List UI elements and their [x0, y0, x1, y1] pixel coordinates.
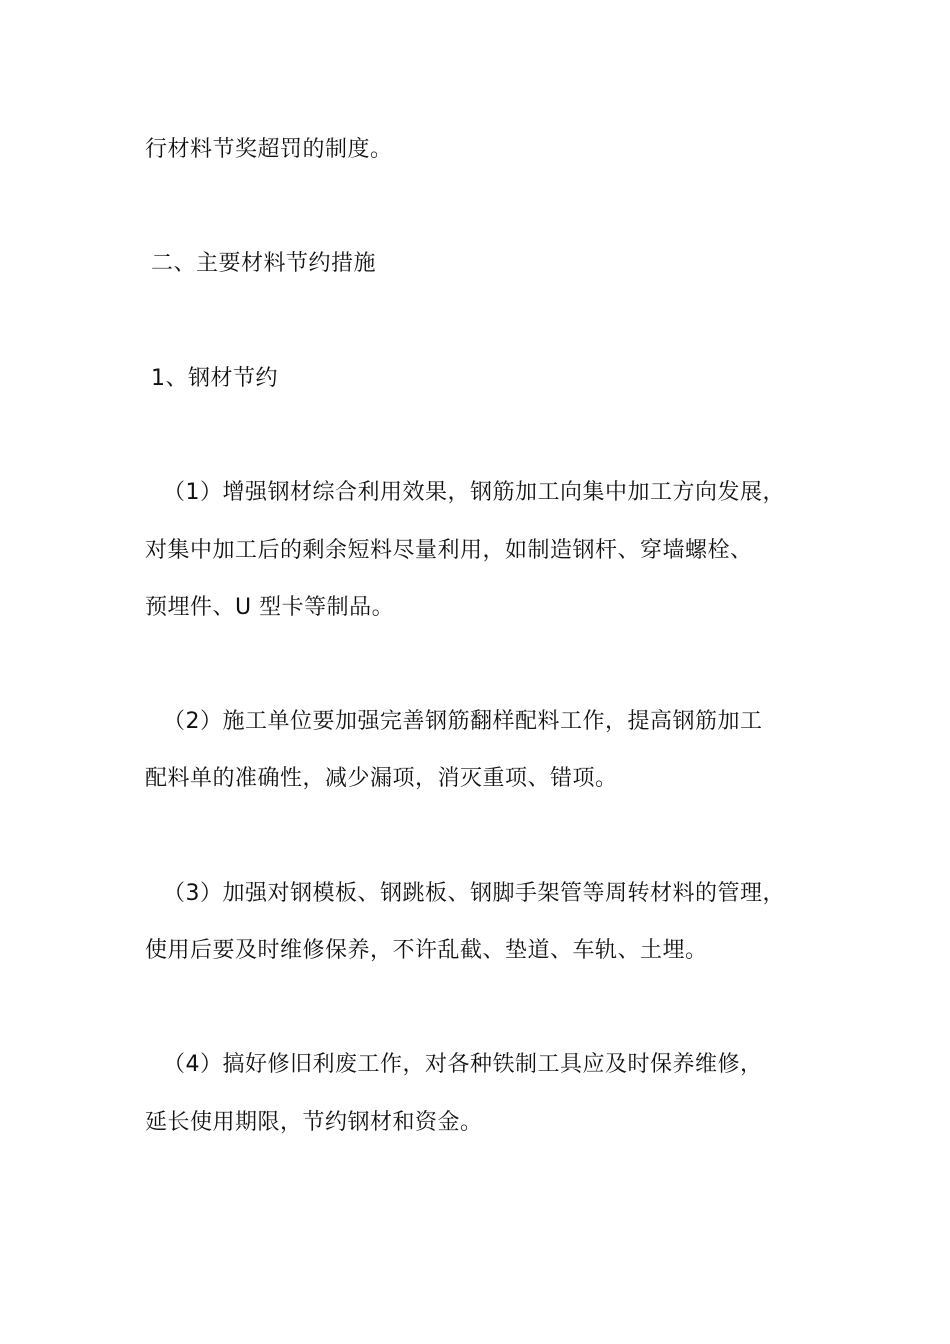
- section-heading: 二、主要材料节约措施: [151, 251, 377, 276]
- item-4-line-1: （4）搞好修旧利废工作，对各种铁制工具应及时保养维修，: [163, 1052, 763, 1077]
- subsection-heading: 1、钢材节约: [151, 366, 278, 391]
- item-4-line-2: 延长使用期限，节约钢材和资金。: [145, 1110, 483, 1135]
- item-3-line-2: 使用后要及时维修保养，不许乱截、垫道、车轨、土埋。: [145, 938, 708, 963]
- paragraph-continuation: 行材料节奖超罚的制度。: [145, 137, 393, 162]
- item-1-line-1: （1）增强钢材综合利用效果，钢筋加工向集中加工方向发展，: [163, 480, 785, 505]
- item-3-line-1: （3）加强对钢模板、钢跳板、钢脚手架管等周转材料的管理，: [163, 881, 785, 906]
- item-2-line-1: （2）施工单位要加强完善钢筋翻样配料工作，提高钢筋加工: [163, 709, 763, 734]
- item-1-line-2: 对集中加工后的剩余短料尽量利用，如制造钢杆、穿墙螺栓、: [145, 538, 753, 563]
- item-1-line-3: 预埋件、U 型卡等制品。: [145, 595, 395, 620]
- item-2-line-2: 配料单的准确性，减少漏项，消灭重项、错项。: [145, 766, 618, 791]
